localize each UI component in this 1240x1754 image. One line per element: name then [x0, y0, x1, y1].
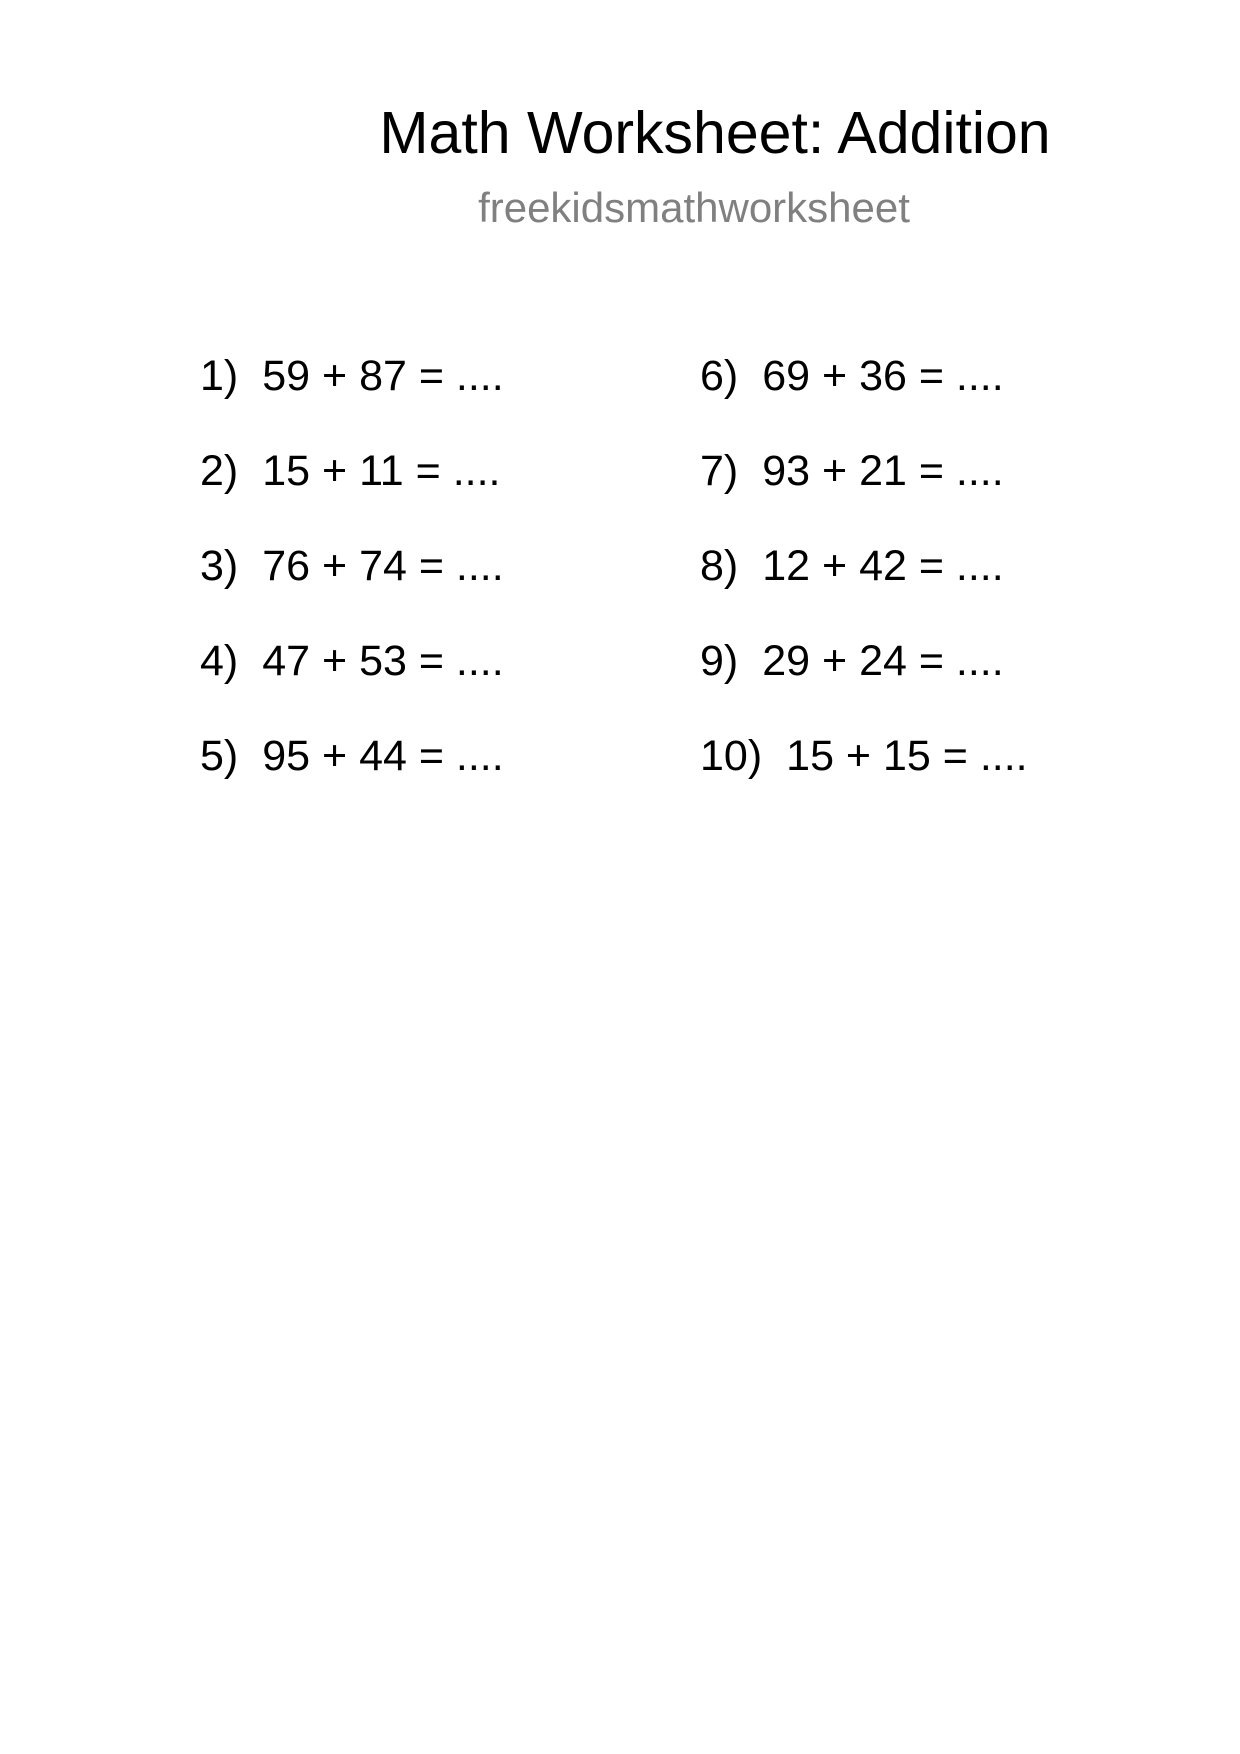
page-subtitle: freekidsmathworksheet — [478, 184, 910, 231]
problem-expression: 93 + 21 = .... — [762, 447, 1004, 495]
problem-expression: 29 + 24 = .... — [762, 637, 1004, 685]
problem-number: 4) — [200, 637, 239, 685]
problem-item — [200, 540, 504, 635]
problem-expression: 95 + 44 = .... — [262, 732, 504, 780]
page-title: Math Worksheet: Addition — [379, 100, 1051, 166]
problem-item — [700, 635, 1028, 730]
problem-expression: 59 + 87 = .... — [262, 352, 504, 400]
problem-number: 2) — [200, 447, 239, 495]
problem-expression: 47 + 53 = .... — [262, 637, 504, 685]
problem-item — [200, 730, 504, 825]
problem-expression: 15 + 11 = .... — [262, 447, 501, 495]
problem-expression: 76 + 74 = .... — [262, 542, 504, 590]
problem-expression: 15 + 15 = .... — [786, 732, 1028, 780]
problem-item — [700, 540, 1028, 635]
problem-number: 10) — [700, 732, 763, 780]
problem-expression: 12 + 42 = .... — [762, 542, 1004, 590]
problem-item — [700, 350, 1028, 445]
problem-number: 3) — [200, 542, 239, 590]
problem-item — [700, 445, 1028, 540]
problem-number: 8) — [700, 542, 739, 590]
problem-number: 6) — [700, 352, 739, 400]
problem-expression: 69 + 36 = .... — [762, 352, 1004, 400]
problems-right-column — [700, 350, 1028, 825]
problem-item — [200, 350, 504, 445]
problem-item — [700, 730, 1028, 825]
problem-item — [200, 635, 504, 730]
problem-number: 1) — [200, 352, 239, 400]
problem-number: 5) — [200, 732, 239, 780]
problems-left-column — [200, 350, 504, 825]
problem-number: 9) — [700, 637, 739, 685]
problem-item — [200, 445, 504, 540]
problem-number: 7) — [700, 447, 739, 495]
